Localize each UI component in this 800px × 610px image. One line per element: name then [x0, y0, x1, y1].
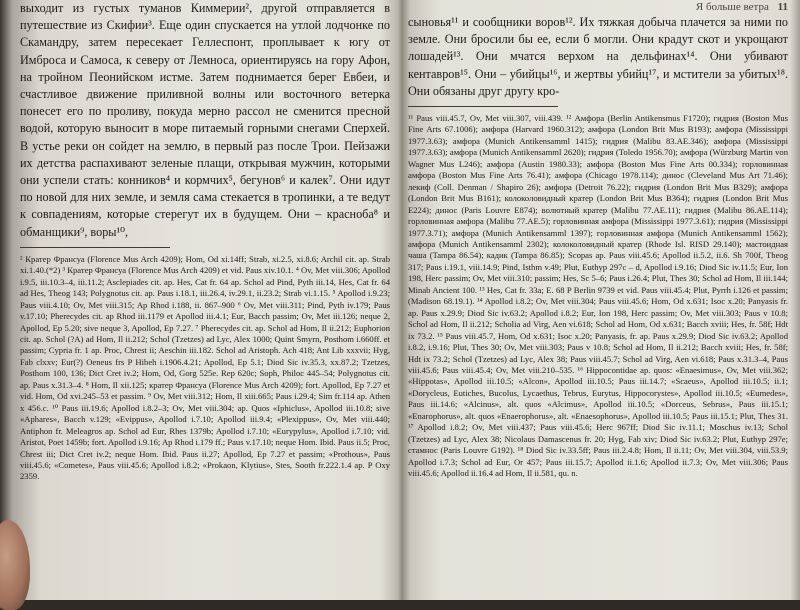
footnote-rule	[408, 106, 558, 107]
right-body-text: сыновья¹¹ и сообщники воров¹². Их тяжкая добыча плачется за ними по земле. Они бросили бы ее, если б могли. Они крадут скот и укрощают лошадей¹³. Они мчатся верхом на дельфинах¹⁴. Они убивают кентавров¹⁵. Они – убийцы¹⁶, и жертвы убийц¹⁷, и мстители за убитых¹⁸. Они обязаны друг другу кро-	[408, 15, 788, 98]
right-page	[408, 0, 788, 600]
running-header-title: Я больше ветра	[695, 1, 769, 13]
right-footnotes: ¹¹ Paus viii.45.7, Ov, Met viii.307, viii.439. ¹² Амфора (Berlin Antikensmus F1720); гидрия (Boston Mus Fine Arts 67.1006); амфора (Harvard 1960.312); амфора (London Brit Mus B193); амфора (Mississippi 1977.3.63); амфора (Munich Antikensamml 1415); гидрия (Malibu 83.AE.346); амфора (Mississippi 1977.3.63); амфора (Munich Antikensamml 2620); гидрия (Toledo 1956.70); амфора (Würzburg Martin von Wagner Mus L246); амфора (Austin 1980.33); амфора (Boston Mus Fine Arts 00.334); горловинная амфора (Boston Mus Fine Arts 76.41); амфора (Chicago 1978.114); динос (Cleveland Mus Art 71.46); лекиф (Coll. Denman / Shapiro 26); амфора (Detroit 76.22); гидрия (London Brit Mus B329); амфора (London Brit Mus B161); колоколовидный кратер (London Brit Mus B364); гидрия (London Brit Mus E224); динос (Paris Louvre E874); волютный кратер (Malibu 77.AE.11); гидрия (Malibu 86.AE.114); горловинная амфора (Malibu 77.AE.5); горловинная амфора (Mississippi 1977.3.61); гидрия (Mississippi 1977.3.71); амфора (Munich Antikensamml 1397); горловинная амфора (Munich Antikensamml 1562); амфора (Munich Antikensamml 2302); колоколовидный кратер (Rhode Isl. RISD 29.140); мастоидная чаша (Tampa 86.54); кадик (Tampa 86.85); Scopas ap. Paus viii.45.6; Apollod ii.5.2, ii.6. Sh 700f, Theog 317; Paus i.19.1, viii.14.9; Pind, Isthm v.49; Plut, Euthyp 297c – d, Apollod i.9.16; Diod Sic iv.11.5; Eur, Ion 198, Herc passim; Ov, Met viii.310; passim; Hes, Sc 5–6; Paus i.26.4; Plut, Thes 30; Schol ad Hom, Il iii.144; Minab Ancient 100. ¹³ Hes, Cat fr. 33a; E. 68 P Berlin 9739 et vid. Paus viii.45.4; Plut, Pyrrh i.126 et passim; (Madison 68.19.1). ¹⁴ Apollod i.8.2; Ov, Met viii.304; Paus viii.45.6; Hom, Od x.631; Isoc x.20; Panyasis fr. ap. Paus x.29.9; Diod Sic iv.63.2; Apollod i.8.2; Eur, Ion 198, Herc passim; Ov, Met viii.303; Paus v 10.8; Schol ad Hom, Il ii.212; Scholia ad Virg, Aen vi.618; Schol ad Hom, Od x.631; Bacch xviii; Hes, fr. 58f; Hdt ix 73.2. ¹⁵ Paus viii.45.7, Hom, Od x.631; Isoc x.20; Panyasis, fr. ap. Paus x.29.9; Diod Sic iv.63.2; Apollod i.8.2, i.9.16; Plut, Thes 30; Ov, Met viii.303; Paus v 10.8; Schol ad Hom, Il ii.212; Bacch xviii; Hes, fr. 58f; Hdt ix 73.2; Schol (Tzetzes) ad Lyc, Alex 38; Paus viii.45.7; Schol ad Virg, Aen vi.618; Paus x.31.3–4, Paus viii.45.6; Paus viii.45.4; Ov, Met viii.210–535. ¹⁶ Hippocontidae ap. quos: «Enaesimus», Ov, Met viii.362; «Hippotas», Apollod iii.10.5; «Alcon», Apollod iii.10.5; Paus iii.14.7; «Scaeus», Apollod iii.10.5; ii.1; «Doryclеus, Eutiches, Bucolus, Lycaethus, Tebrus, Eurytus, Hippocorystes», Apollod iii.10.5; «Eumedes», Paus iii.14.6; «Alcinus», alt. quos «Alcimus», Apollod iii.10.5; «Dorceus, Sebrus», Paus iii.15.1; «Enarophorus», alt. quos «Enaerophorus», alt. «Enaesophorus», Apollod iii.10.5; Paus iii.15.1; Plut, Thes 31. ¹⁷ Apollod i.8.2; Ov, Met viii.437; Paus viii.45.6; Herc 967ff; Diod Sic iv.11.1; Moschus iv.13; Schol (Tzetzes) ad Lyc, Alex 38; Nicolaus Damascenus fr. 20; Hyg, Fab xiv; Diod Sic iv.63.2; Plut, Euthyp 297e; стамнос (Paris Louvre G192). ¹⁸ Diod Sic iv.33.5ff; Paus iii.2.4.8; Hom, Il ii.11; Ov, Met viii.304, viii.53.9; Apollod i.7.3; Schol ad Eur, Or 457; Paus iii.15.7; Apollod ii.1.6; Apollod ii.7.3; Ov, Met viii.306; Paus viii.45.6; Apollod ii.16.4 ad Hom, Il ii.581, qu. n.	[408, 113, 788, 479]
left-page	[20, 0, 390, 600]
running-header	[408, 0, 788, 14]
page-number: 11	[777, 1, 788, 13]
left-footnotes: ² Кратер Франсуа (Florence Mus Arch 4209); Hom, Od xi.14ff; Strab, xi.2.5, xi.8.6; Archil cit. ap. Strab xi.1.40.(*2) ³ Кратер Франсуа (Florence Mus Arch 4209) et vid. Paus xiv.10.1. ⁴ Ov, Met viii.306; Apollod i.9.5, iii.10.3–4, iii.11.2; Asclepiades cit. ap. Hes, Cat fr. 64 ap. Schol ad Pind, Pyth iii.14, Hes, Cat fr. 64 ad Hes, Theog 143; Polygnotus cit. ap. Paus i.18.1, iii.26.4, iv.29.1, ii.23.2; Strab vi.1.15. ⁵ Apollod i.9.23; Paus viii.4.10; Ov, Met viii.315; Ap Rhod i.188, ii. 867–900 ⁶ Ov, Met viii.311; Pind, Pyth iv.179; Paus v.17.10; Pherecydes cit. ap Rhod iii.1179 et Apollod iii.4.1; Eur, Bacch passim; Ov, Met iii.126; neque 2, Apollod, Ep 5.20; sive neque 3, Apollod, Ep 7.27. ⁷ Pherecydes cit. ap. Schol ad Hom, Il ii.212; Euphorion cit. ap. Schol (?A) ad Hom, Il ii.212; Schol (Tzetzes) ad Lyc, Alex 1000; Quint Smyrn, Posthom i.660ff. et passim; Cypria fr. 1 ap. Proc, Chrest ii; Aeschin iii.182. Schol ad Aristoph. Ach 418; Ant Lib xxxvii; Hyg, Fab clxxv; Eur(?) Oeneus frs P Hibeh i.1906.4.21; Apollod, Ep 5.1; Diod Sic iv.35.3, xx.87.2; Tzetzes, Posthom 100, 136; Dict Cret iv.2; Hom, Od, Gorg 525e. Rep 620c; Soph, Philoc 445–54; Polygnotus cit. ap. Paus x.31.3–4. ⁸ Hom, Il xii.125; кратер Франсуа (Florence Mus Arch 4209); fort. Apollod, Ep 7.27 et vid. Hom, Od xvi.245–53 et passim. ⁹ Ov, Met viii.312; Hom, Il xiii.665; Paus i.29.4; Sim fr.114 ap. Athen x 456.c. ¹⁰ Paus iii.19.6; Apollod i.8.2–3; Ov, Met viii.304; ap. Quos «Iphiclus», Apollod iii.10.8; sive «Aphares», Bacch v.129; «Evippus», Apollod i.7.10; Apollod iii.9.4; «Plexippus», Ov, Met viii.440; Antiphon fr. Meleagros ap. Schol ad Eur, Rhes 1379b; Apollod i.7.10; «Eurypylus», Apollod i.7.10; vid. Aristot, Poet 1459b; fort. Apollod i.9.16; Ap Rhod i.179 ff.; Paus v.17.10; neque Hom. Ibid. Paus ii.5; Proc, Chrest iii; Dict Cret iv.2; neque Hom. Ibid. Paus ii.27; Apollod, Ep 7.27 et passim; «Prothous», Paus viii.45.6; «Cometes», Paus viii.45.6; Apollod i.8.2; «Prokaon, Klytius», Stes, Sooth fr.222.1.4 ap. P Oxy 2359.	[20, 253, 390, 482]
footnote-rule	[20, 247, 170, 248]
left-body-text: выходит из густых туманов Киммерии², другой отправляется в путешествие из Скифии³. Еще один спускается на утлой лодчонке по Скамандру, затем пересекает Геллеспонт, проплывает к югу от Имброса и Самоса, к северу от Лемноса, ориентируясь на гору Афон, на тройном Пеонийском истме. Затем поднимается берег Евбеи, и счастливое движение приливной волны или восточного ветерка понесет его по проливу, покуда мерно рассол не сменится пресной водой, которую выносит в море питаемый горными снегами Сперхей. В устье реки он сойдет на землю, в первый раз после Трои. Пейзажи их детства распахивают зеленые плащи, открывая мужчин, которыми они успели стать: конников⁴ и кормчих⁵, бегунов⁶ и калек⁷. Они идут по новой для них земле, и земля сама стекается в тропинки, а те ведут к совпадениям, которые стерегут их в будущем. Они – красноба⁸ и обманщики⁹, воры¹⁰,	[20, 1, 390, 239]
